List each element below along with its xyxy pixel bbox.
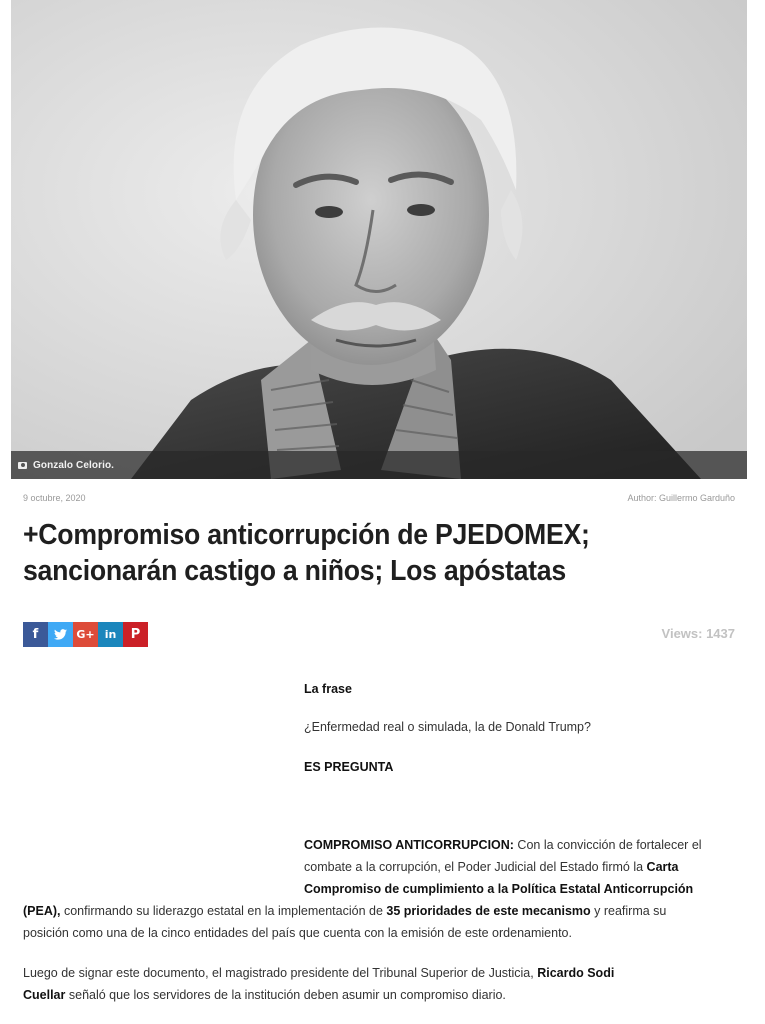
p1-text-a: Con la convicción de fortalecer el <box>513 838 702 852</box>
paragraph-2-line-1 <box>23 962 743 984</box>
title-line-2: sancionarán castigo a niños; Los apóstatas <box>23 555 566 587</box>
p1-carta: Carta <box>646 860 679 874</box>
la-frase-text: La frase <box>304 682 352 696</box>
p2-line1-text: Luego de signar este documento, el magistrado presidente del Tribunal Superior de Justicia, <box>23 966 538 980</box>
facebook-icon: f <box>32 627 39 642</box>
paragraph-1-line-4 <box>23 900 743 922</box>
twitter-share-button[interactable] <box>48 622 73 647</box>
camera-icon <box>18 462 27 469</box>
image-caption-bar <box>11 451 747 479</box>
p1-line2-text: combate a la corrupción, el Poder Judicial del Estado firmó la <box>304 860 647 874</box>
es-pregunta-text: ES PREGUNTA <box>304 760 394 774</box>
p2-ricardo-sodi: Ricardo Sodi <box>537 966 615 980</box>
paragraph-2-line-2 <box>23 984 743 1006</box>
googleplus-icon: G+ <box>76 628 95 641</box>
paragraph-1-line-5: posición como una de la cinco entidades del país que cuenta con la emisión de este ordenamiento. <box>23 926 572 940</box>
pinterest-icon: P <box>130 627 141 642</box>
paragraph-1-line-1 <box>304 834 702 856</box>
la-frase-heading <box>304 678 352 700</box>
p1-line4-text: confirmando su liderazgo estatal en la implementación de <box>60 904 387 918</box>
p1-line3-bold: Compromiso de cumplimiento a la Política Estatal Anticorrupción <box>304 882 694 896</box>
p1-pea: (PEA), <box>23 904 61 918</box>
hero-image <box>11 0 747 479</box>
paragraph-1-line-3 <box>304 878 693 900</box>
facebook-share-button[interactable] <box>23 622 48 647</box>
title-line-1: +Compromiso anticorrupción de PJEDOMEX; <box>23 519 590 551</box>
googleplus-share-button[interactable] <box>73 622 98 647</box>
paragraph-1-line-2 <box>304 856 679 878</box>
anticorrupcion-label: COMPROMISO ANTICORRUPCION: <box>304 838 514 852</box>
views-count: Views: 1437 <box>661 626 735 641</box>
image-caption: Gonzalo Celorio. <box>33 459 115 471</box>
p2-line2-text: señaló que los servidores de la institución deben asumir un compromiso diario. <box>65 988 506 1002</box>
p1-line4-tail: y reafirma su <box>590 904 667 918</box>
twitter-icon <box>54 629 67 640</box>
p2-cuellar: Cuellar <box>23 988 66 1002</box>
p1-35-prioridades: 35 prioridades de este mecanismo <box>386 904 591 918</box>
linkedin-icon: in <box>104 628 117 641</box>
linkedin-share-button[interactable] <box>98 622 123 647</box>
pinterest-share-button[interactable] <box>123 622 148 647</box>
publish-date: 9 octubre, 2020 <box>23 493 86 503</box>
article-title <box>23 517 685 589</box>
share-buttons <box>23 622 148 647</box>
portrait-illustration <box>11 0 747 479</box>
es-pregunta-heading <box>304 756 393 778</box>
author-byline[interactable]: Author: Guillermo Garduño <box>627 493 735 503</box>
question-text: ¿Enfermedad real o simulada, la de Donald Trump? <box>304 720 591 734</box>
